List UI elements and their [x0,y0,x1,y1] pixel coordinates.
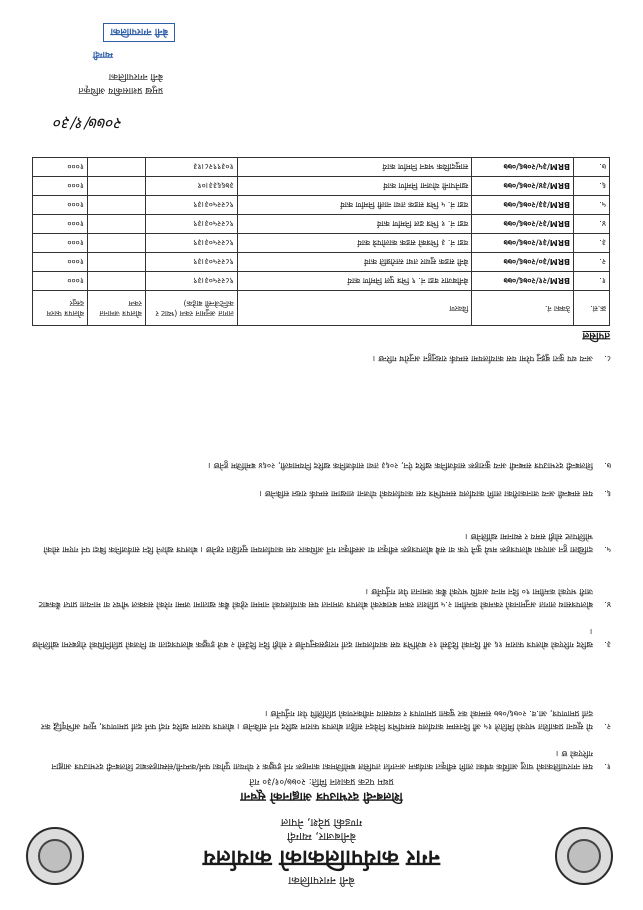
cell-contract-no: BRM/३५/२०७६/०७७ [472,158,574,177]
cell-estimate: ९८२२५०३।३९ [145,234,237,253]
header-sn: क्र.सं. [574,291,610,326]
handwritten-signature: २०७७/१/३० [53,114,123,133]
paragraph-number: १. [604,762,611,772]
cell-estimate: ९८२२५०३।३९ [145,272,237,291]
table-row [33,158,610,177]
cell-fee: १००० [33,177,88,196]
header-contract-no: ठेक्का नं. [472,291,574,326]
cell-description: बेनीबजार वडा नं. ९ भित्र पुल निर्माण कार्य [237,272,471,291]
header-description: विवरण [237,291,471,326]
cell-sn: ७. [574,158,610,177]
table-row [33,196,610,215]
table-caption: तपसिल [582,330,610,341]
address-line-1: बेनीबजार, म्याग्दी [287,830,356,843]
cell-estimate: ३७६६३३।०१ [145,177,237,196]
table-row [33,272,610,291]
cell-description: खानेपानी योजना निर्माण कार्य [237,177,471,196]
notice-title: शिलबन्दी दरभाउपत्र आह्वानको सूचना [240,790,403,804]
office-stamp: बेनी नगरपालिका [104,23,176,42]
nepal-emblem-icon [555,827,613,885]
cell-deposit [87,177,145,196]
paragraph-number: ६. [604,489,611,499]
paragraph-text: यस नगरपालिकाको चालु आर्थिक वर्षका लागि स्वीकृत कार्यक्रम अन्तर्गत तपसिल बमोजिमका कामहरू गर्न इच्छुक र योग्यता पुगेका फर्म/कम्पनी/संस्थाहरूबाट शिलबन्दी दरभाउपत्र आह्वान गरिएको छ । [51,749,593,772]
cell-contract-no: BRM/३४/२०७६/०७७ [472,177,574,196]
cell-contract-no: BRM/३२/२०७६/०७७ [472,215,574,234]
paragraph-text: खरिद गरिएको बोलपत्र फाराम १६ औं दिनको दिउँसो १२ बजेभित्र यस कार्यालयमा दर्ता गराइसक्नुपर्नेछ र सोही दिन दिउँसो २ बजे इच्छुक बोलपत्रदाता वा निजको प्रतिनिधिको रोहबरमा खोलिनेछ । [32,627,593,650]
cell-contract-no: BRM/३०/२०७६/०७७ [472,253,574,272]
paragraph-8 [32,351,611,365]
cell-contract-no: BRM/३१/२०७६/०७७ [472,234,574,253]
table-row [33,177,610,196]
paragraph-text: दाखिला हुन आएका बोलपत्रहरू मध्ये कुनै एक वा सबै बोलपत्रहरू स्वीकृत वा अस्वीकृत गर्ने अधिकार यस कार्यालयमा सुरक्षित रहनेछ । बोलपत्र खोल्ने दिन सार्वजनिक बिदा पर्न गएमा सोको भोलिपल्ट सोही समय र स्थानमा खोलिनेछ । [43,532,593,555]
contract-table [32,157,610,326]
paragraph-3 [32,613,611,651]
cell-estimate: १०३९९२८।१३ [145,158,237,177]
paragraph-4 [32,561,611,611]
paragraph-text: अन्य थप कुरा बुझ्नु परेमा यस कार्यालयमा सम्पर्क राख्नुहुन अनुरोध गरिन्छ । [372,354,593,364]
table-row [33,253,610,272]
paragraph-number: ४. [604,600,611,610]
signatory-office: बेनी नगरपालिका [108,71,163,81]
cell-sn: २. [574,253,610,272]
office-name: नगर कार्यपालिकाको कार्यालय [203,845,440,870]
notice-date: प्रथम पटक प्रकाशन मिति: २०७७/०१/३० गते [249,776,394,786]
paragraph-number: २. [604,722,611,732]
header-cost-estimate: लागत अनुमान रकम (भ्याट र कन्टिजेन्सी बाहेक) [145,291,237,326]
cell-fee: १००० [33,234,88,253]
paragraph-2 [32,657,611,733]
paragraph-number: ५. [604,545,611,555]
cell-deposit [87,272,145,291]
cell-description: वडा नं. ५ भित्र सडक तथा नाली निर्माण कार्य [237,196,471,215]
top-line: बेनी नगरपालिका [288,874,355,887]
cell-sn: ६. [574,177,610,196]
cell-fee: १००० [33,253,88,272]
paragraph-number: ८. [604,354,611,364]
cell-estimate: ९८२२५०३।३९ [145,196,237,215]
paragraph-number: ७. [604,461,611,471]
paragraph-1 [32,735,611,773]
cell-deposit [87,158,145,177]
cell-contract-no: BRM/३३/२०७६/०७७ [472,196,574,215]
cell-description: सामुदायिक भवन निर्माण कार्य [237,158,471,177]
paragraph-text: यो सूचना प्रकाशित भएको मितिले १५ औं दिनसम्म कार्यालय समयभित्र निवेदन सहित बोलपत्र फाराम खरिद गर्न सकिनेछ । बोलपत्र फाराम खरिद गर्दा फर्म दर्ता प्रमाणपत्र, मूल्य अभिवृद्धि कर दर्ता प्रमाणपत्र, आ.व. २०७६/०७७ सम्मको कर चुक्ता प्रमाणपत्र र व्यवसाय नवीकरणको प्रतिलिपि पेश गर्नुपर्नेछ । [40,709,593,732]
cell-sn: १. [574,272,610,291]
paragraph-6 [32,474,611,500]
paragraph-7 [32,432,611,472]
municipality-logo-icon [26,827,84,885]
header-form-fee: बोलपत्र फारम दस्तुर [33,291,88,326]
cell-contract-no: BRM/२१/२०७६/०७७ [472,272,574,291]
cell-deposit [87,234,145,253]
signatory-title: प्रमुख प्रशासकीय अधिकृत [78,85,163,95]
cell-fee: १००० [33,272,88,291]
table-row [33,234,610,253]
cell-fee: १००० [33,158,88,177]
cell-fee: १००० [33,215,88,234]
cell-estimate: ९८२२५०३।३९ [145,215,237,234]
paragraph-text: बोलपत्रसाथ लागत अनुमानको रकमको कम्तीमा २.५ प्रतिशत रकम बराबरको बोलपत्र जमानत यस कार्यालयको नाममा रहेको बैंक खातामा जम्मा गरेको सक्कल भौचर वा मान्यता प्राप्त बैंकबाट जारी भएको कम्तीमा ९० दिन मान्य अवधि भएको बैंक जमानत पेश गर्नुपर्नेछ । [38,587,593,610]
cell-sn: ५. [574,196,610,215]
cell-fee: १००० [33,196,88,215]
cell-estimate: ९८२२५०३।३९ [145,253,237,272]
stamp-line-2: म्याग्दी [92,49,113,59]
cell-sn: ४. [574,215,610,234]
paragraph-number: ३. [604,640,611,650]
cell-description: बेनी सडक सुधार तथा स्तरोन्नति कार्य [237,253,471,272]
paragraph-5 [32,506,611,556]
paragraph-text: शिलबन्दी दरभाउपत्र सम्बन्धी अन्य कुराहरू सार्वजनिक खरिद ऐन, २०६३ तथा सार्वजनिक खरिद नियमावली, २०६४ बमोजिम हुनेछ । [208,461,593,471]
paragraph-text: यस सम्बन्धी अन्य जानकारीका लागि कार्यालय समयभित्र यस कार्यालयको योजना शाखामा सम्पर्क राख्न सकिनेछ । [259,489,593,499]
header-bid-security: बोलपत्र जमानत रकम [87,291,145,326]
cell-sn: ३. [574,234,610,253]
address-line-2: गण्डकी प्रदेश, नेपाल [280,816,363,829]
cell-deposit [87,215,145,234]
table-header-row [33,291,610,326]
table-row [33,215,610,234]
cell-deposit [87,253,145,272]
cell-description: वडा नं. १ भित्र ढल निर्माण कार्य [237,215,471,234]
cell-deposit [87,196,145,215]
cell-description: वडा नं. ३ भित्रको सडक कालोपत्रे कार्य [237,234,471,253]
